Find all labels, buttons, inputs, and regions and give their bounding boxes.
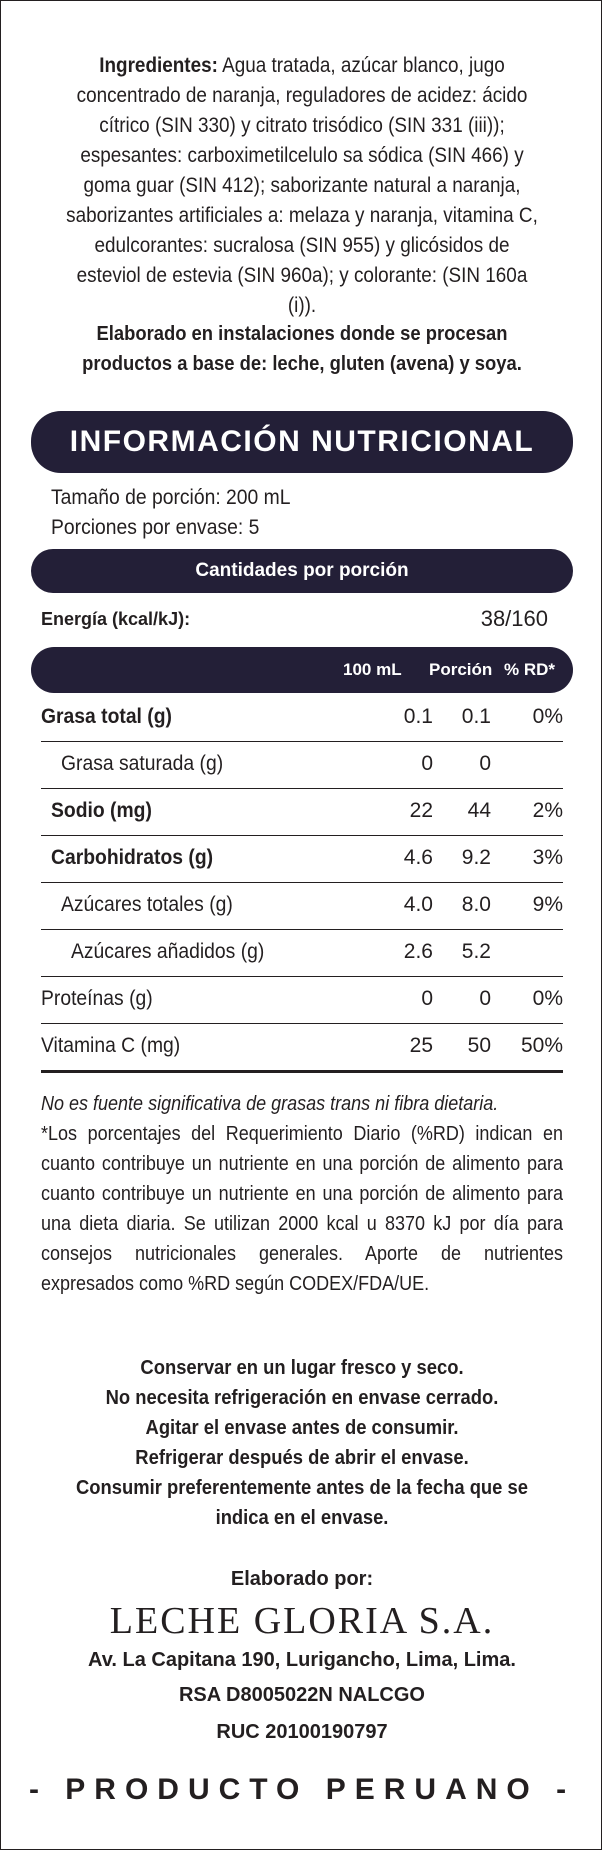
table-row bbox=[41, 836, 563, 883]
ingredients-heading: Ingredientes: bbox=[99, 54, 218, 77]
sanitary-registration: RSA D8005022N NALCGO bbox=[178, 1684, 425, 1706]
table-row bbox=[41, 977, 563, 1024]
energy-label: Energía (kcal/kJ): bbox=[41, 609, 191, 629]
tax-id: RUC 20100190797 bbox=[216, 1721, 388, 1743]
row-value-100ml: 22 bbox=[409, 799, 433, 822]
col-100ml: 100 mL bbox=[343, 660, 402, 679]
row-value-rd: 50% bbox=[520, 1034, 563, 1057]
row-value-100ml: 2.6 bbox=[403, 940, 433, 963]
row-value-100ml: 25 bbox=[409, 1034, 433, 1057]
table-row bbox=[41, 695, 563, 742]
table-row bbox=[41, 930, 563, 977]
row-value-100ml: 4.6 bbox=[403, 846, 433, 869]
storage-instructions bbox=[53, 1353, 552, 1533]
trans-fat-note: No es fuente significativa de grasas trans ni fibra dietaria. bbox=[41, 1093, 499, 1115]
row-value-portion: 44 bbox=[467, 799, 491, 822]
row-value-rd: 0% bbox=[532, 987, 563, 1010]
ingredients-text: Agua tratada, azúcar blanco, jugo concentrado de naranja, reguladores de acidez: ácido cítrico (SIN 330) y citrato trisódico (SIN 331 (iii)); espesantes: carboximetilcelulo sa sódica (SIN 466) y goma guar (SIN 412); saborizante natural a naranja, saborizantes artificiales a: melaza y naranja, vitamina C, edulcorantes: sucralosa (SIN 955) y glicósidos de esteviol de estevia (SIN 960a); y colorante: (SIN 160a (i)). bbox=[66, 54, 538, 317]
storage-line: Agitar el envase antes de consumir. bbox=[145, 1417, 459, 1439]
serving-size: Tamaño de porción: 200 mL bbox=[51, 486, 291, 509]
daily-requirement-note: *Los porcentajes del Requerimiento Diario (%RD) indican en cuanto contribuye un nutriente en una porción de alimento para cuanto contribuye un nutriente en una porción de alimento para una dieta diaria. Se utilizan 2000 kcal u 8370 kJ por día para consejos nutricionales generales. Aporte de nutrientes expresados como %RD según CODEX/FDA/UE. bbox=[41, 1123, 563, 1295]
table-row bbox=[41, 742, 563, 789]
row-value-portion: 5.2 bbox=[461, 940, 491, 963]
table-row bbox=[41, 1024, 563, 1073]
allergen-statement: Elaborado en instalaciones donde se procesan productos a base de: leche, gluten (avena) y soya. bbox=[82, 323, 522, 375]
row-name: Azúcares totales (g) bbox=[61, 893, 233, 916]
storage-line: Consumir preferentemente antes de la fecha que se indica en el envase. bbox=[76, 1477, 528, 1529]
storage-line: No necesita refrigeración en envase cerrado. bbox=[105, 1387, 499, 1409]
table-row bbox=[41, 883, 563, 930]
storage-line: Refrigerar después de abrir el envase. bbox=[135, 1447, 469, 1469]
row-value-rd: 0% bbox=[532, 705, 563, 728]
manufacturer-address: Av. La Capitana 190, Lurigancho, Lima, Lima. bbox=[88, 1649, 516, 1671]
row-value-rd: 9% bbox=[532, 893, 563, 916]
row-value-rd: 3% bbox=[532, 846, 563, 869]
row-name: Azúcares añadidos (g) bbox=[71, 940, 265, 963]
col-portion: Porción bbox=[429, 660, 493, 679]
row-value-portion: 9.2 bbox=[461, 846, 491, 869]
col-rd: % RD* bbox=[504, 660, 556, 679]
row-value-portion: 50 bbox=[467, 1034, 491, 1057]
manufacturer-name: LECHE GLORIA S.A. bbox=[109, 1600, 495, 1642]
row-name: Sodio (mg) bbox=[51, 799, 152, 822]
nutrition-notes bbox=[41, 1089, 563, 1299]
row-value-portion: 8.0 bbox=[461, 893, 491, 916]
row-value-portion: 0 bbox=[479, 752, 491, 775]
table-row bbox=[41, 789, 563, 836]
row-value-100ml: 4.0 bbox=[403, 893, 433, 916]
table-column-header bbox=[31, 647, 573, 693]
energy-row bbox=[41, 603, 573, 637]
storage-line: Conservar en un lugar fresco y seco. bbox=[140, 1357, 464, 1379]
row-name: Vitamina C (mg) bbox=[41, 1034, 181, 1057]
product-origin: - PRODUCTO PERUANO - bbox=[28, 1773, 576, 1806]
nutrition-title: INFORMACIÓN NUTRICIONAL bbox=[31, 411, 573, 473]
amounts-per-serving-header: Cantidades por porción bbox=[31, 549, 573, 593]
servings-per-container: Porciones por envase: 5 bbox=[51, 516, 260, 539]
manufacturer-label: Elaborado por: bbox=[230, 1568, 374, 1590]
row-name: Carbohidratos (g) bbox=[51, 846, 214, 869]
row-value-portion: 0 bbox=[479, 987, 491, 1010]
row-value-rd: 2% bbox=[532, 799, 563, 822]
energy-value: 38/160 bbox=[480, 606, 548, 631]
row-name: Grasa saturada (g) bbox=[61, 752, 224, 775]
row-value-100ml: 0.1 bbox=[403, 705, 433, 728]
nutrition-table bbox=[41, 695, 563, 1073]
row-value-100ml: 0 bbox=[421, 752, 433, 775]
row-name: Grasa total (g) bbox=[41, 705, 172, 728]
row-value-100ml: 0 bbox=[421, 987, 433, 1010]
row-value-portion: 0.1 bbox=[461, 705, 491, 728]
ingredients-block bbox=[65, 51, 538, 321]
row-name: Proteínas (g) bbox=[41, 987, 153, 1010]
